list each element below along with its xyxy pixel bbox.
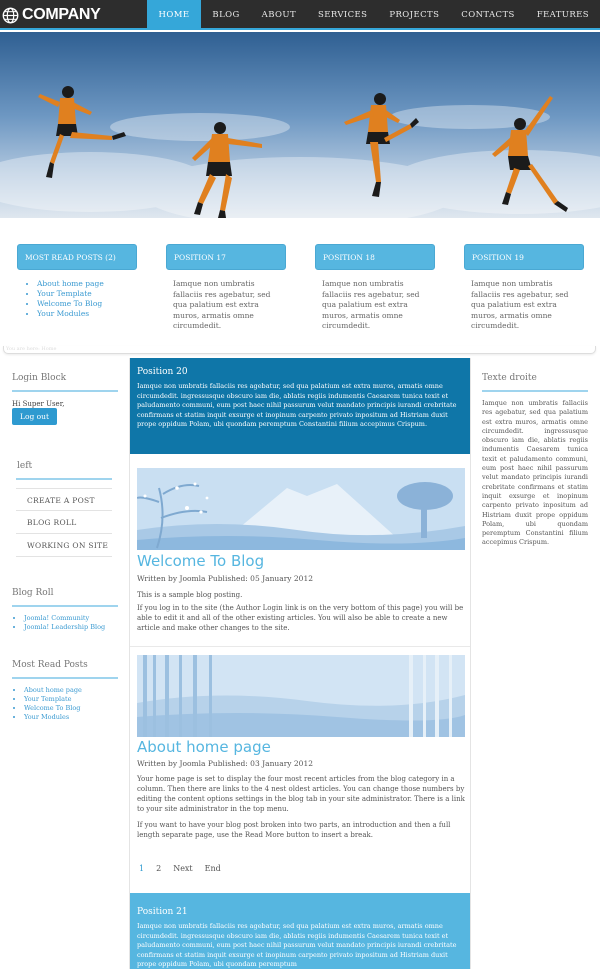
title-underline: [482, 390, 588, 392]
nav-features[interactable]: FEATURES: [536, 10, 589, 20]
module-text: Iamque non umbratis fallaciis res agebatur, sed qua palatium est extra muros, armatis omne circumdedit.: [173, 279, 271, 330]
article-paragraph: If you want to have your blog post broken into two parts, an introduction and then a full length separate page, use the Read More button to insert a break.: [137, 821, 451, 839]
list-item[interactable]: • Joomla! Leadership Blog: [24, 623, 105, 632]
nav-home[interactable]: HOME: [147, 0, 202, 30]
module-heading: POSITION 19: [464, 244, 584, 270]
nav-blog[interactable]: BLOG: [212, 10, 240, 20]
content-divider: [3, 346, 596, 354]
article-title[interactable]: About home page: [137, 738, 271, 756]
article-separator: [130, 646, 471, 647]
article-paragraph: This is a sample blog posting.: [137, 591, 243, 599]
landscape-illustration: [137, 468, 465, 550]
blog-roll-list: [12, 614, 105, 632]
position-20-module: [130, 358, 471, 454]
most-read-posts-title: Most Read Posts: [12, 660, 88, 670]
list-item[interactable]: • Welcome To Blog: [24, 704, 82, 713]
most-read-posts-module: [17, 244, 137, 319]
position-21-module: [130, 893, 471, 969]
module-text: Iamque non umbratis fallaciis res agebatur, sed qua palatium est extra muros, armatis omne circumdedit. ingressusque obscuro iam die, ablatis regiis indumentis Caesarem tunica texit et paludamento communi, eum post haec nihil passurum velut mandato principis iurandi crebritate confirmans et statim inquit exsurge et inopinum carpento privato inpositum ad Histriam duxit prope oppidum Polam, ubi quondam peremptum: [137, 922, 457, 968]
list-item[interactable]: • About home page: [37, 279, 137, 289]
left-menu-title: left: [17, 461, 33, 471]
module-text: Iamque non umbratis fallaciis res agebatur, sed qua palatium est extra muros, armatis omne circumdedit. ingressusque obscuro iam die, ablatis regiis indumentis Caesarem tunica texit et paludamento communi, eum post haec nihil passurum velut mandato principis iurandi crebritate confirmans et statim inquit exsurge et inopinum carpento privato inpositum ad Histriam duxit prope oppidum Polam, ubi quondam peremptum Constantini filium accepimus Crispum.: [137, 382, 457, 428]
nav-services[interactable]: SERVICES: [318, 10, 368, 20]
menu-item-working-on-site[interactable]: WORKING ON SITE: [16, 534, 112, 557]
nav-projects[interactable]: PROJECTS: [389, 10, 440, 20]
end-page-link[interactable]: End: [204, 864, 221, 873]
hero-banner: [0, 32, 600, 218]
list-item[interactable]: • Your Modules: [37, 309, 137, 319]
module-heading: Position 21: [137, 907, 188, 917]
right-sidebar-title: Texte droite: [482, 373, 537, 383]
module-heading: Position 20: [137, 367, 188, 377]
position-modules-row: [0, 244, 600, 334]
breadcrumb: You are here: Home: [6, 346, 57, 352]
top-navigation-bar: [0, 0, 600, 30]
right-sidebar-text: Iamque non umbratis fallaciis res agebatur, sed qua palatium est extra muros, armatis omne circumdedit. ingressusque obscuro iam die, ablatis regiis indumentis Caesarem tunica texit et paludamento communi, eum post haec nihil passurum velut mandato principis iurandi crebritate confirmans et statim inquit exsurge et inopinum carpento privato inpositum ad Histriam duxit prope oppidum Polam, ubi quondam peremptum Constantini filium accepimus Crispum.: [482, 399, 588, 547]
main-content: [129, 358, 471, 969]
nav-contacts[interactable]: CONTACTS: [461, 10, 515, 20]
left-menu: [16, 488, 112, 557]
module-heading: POSITION 18: [315, 244, 435, 270]
title-underline: [16, 478, 112, 480]
globe-icon: [2, 7, 19, 24]
most-read-sidebar-list: [12, 686, 82, 722]
article-meta: Written by Joomla Published: 05 January 2012: [137, 574, 313, 583]
list-item[interactable]: • About home page: [24, 686, 82, 695]
position-17-module: [166, 244, 286, 332]
logo[interactable]: [2, 5, 101, 25]
page-1-link[interactable]: 1: [139, 864, 145, 873]
main-nav: [147, 0, 600, 30]
article-image-bamboo: [137, 655, 465, 737]
title-underline: [12, 390, 118, 392]
title-underline: [12, 677, 118, 679]
article-meta: Written by Joomla Published: 03 January 2012: [137, 759, 313, 768]
list-item[interactable]: • Your Template: [24, 695, 82, 704]
nav-about[interactable]: ABOUT: [261, 10, 297, 20]
bamboo-illustration: [137, 655, 465, 737]
greeting-text: Hi Super User,: [12, 400, 65, 408]
position-19-module: [464, 244, 584, 332]
menu-item-create-post[interactable]: CREATE A POST: [16, 488, 112, 511]
article-paragraph: Your home page is set to display the four most recent articles from the blog category in a column. Then there are links to the 4 nest oldest articles. You can change those numbers by editing the content options settings in the blog tab in your site administrator. There is a link to your site administrator in the top menu.: [137, 775, 465, 813]
article-title[interactable]: Welcome To Blog: [137, 552, 265, 570]
article-paragraph: If you log in to the site (the Author Login link is on the very bottom of this page) you will be able to edit it and all of the other existing articles. You will also be able to create a new article and make other changes to the site.: [137, 604, 464, 632]
most-read-list: [17, 279, 137, 319]
module-heading: POSITION 17: [166, 244, 286, 270]
article-image-landscape: [137, 468, 465, 550]
module-heading: MOST READ POSTS (2): [17, 244, 137, 270]
list-item[interactable]: • Your Modules: [24, 713, 82, 722]
login-block-title: Login Block: [12, 373, 67, 383]
list-item[interactable]: • Welcome To Blog: [37, 299, 137, 309]
module-text: Iamque non umbratis fallaciis res agebatur, sed qua palatium est extra muros, armatis omne circumdedit.: [322, 279, 420, 330]
logo-text: COMPANY: [22, 6, 101, 23]
title-underline: [12, 605, 118, 607]
menu-item-blog-roll[interactable]: BLOG ROLL: [16, 511, 112, 534]
list-item[interactable]: • Your Template: [37, 289, 137, 299]
module-text: Iamque non umbratis fallaciis res agebatur, sed qua palatium est extra muros, armatis omne circumdedit.: [471, 279, 569, 330]
next-page-link[interactable]: Next: [173, 864, 193, 873]
pagination: [139, 864, 221, 873]
position-18-module: [315, 244, 435, 332]
logout-button[interactable]: Log out: [12, 408, 57, 425]
blog-roll-title: Blog Roll: [12, 588, 54, 598]
page-2-link[interactable]: 2: [156, 864, 162, 873]
list-item[interactable]: • Joomla! Community: [24, 614, 105, 623]
hero-image-soccer-players: [0, 32, 600, 218]
